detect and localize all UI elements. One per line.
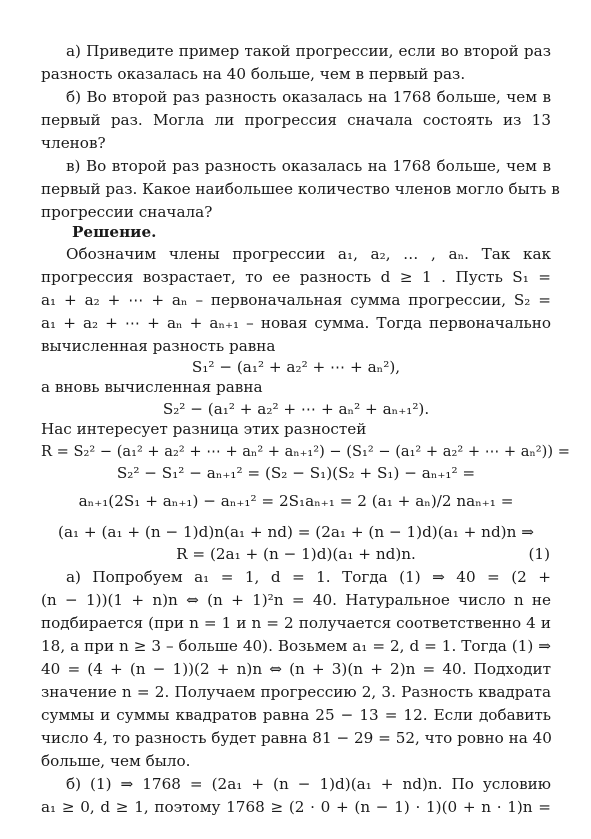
text-line: a₁ + a₂ + ⋯ + aₙ + aₙ₊₁ – новая сумма. Тогда первоначально (41, 314, 551, 332)
formula-line: R = (2a₁ + (n − 1)d)(a₁ + nd)n. (176, 545, 416, 563)
formula-line: S₂² − (a₁² + a₂² + ⋯ + aₙ² + aₙ₊₁²). (162, 400, 430, 418)
text-line: разность оказалась на 40 больше, чем в первый раз. (41, 65, 466, 83)
text-line: суммы и суммы квадратов равна 25 − 13 = 12. Если добавить (41, 706, 551, 724)
text-line: подбирается (при n = 1 и n = 2 получается соответственно 4 и (41, 614, 551, 632)
section-heading: Решение. (72, 223, 157, 241)
text-line: первый раз. Какое наибольшее количество членов могло быть в (41, 180, 560, 198)
equation-number: (1) (528, 545, 550, 563)
formula-line: S₁² − (a₁² + a₂² + ⋯ + aₙ²), (191, 358, 401, 376)
text-line: 18, а при n ≥ 3 – больше 40). Возьмем a₁ = 2, d = 1. Тогда (1) ⇒ (41, 637, 551, 655)
text-line: вычисленная разность равна (41, 337, 276, 355)
text-line: значение n = 2. Получаем прогрессию 2, 3. Разность квадрата (41, 683, 551, 701)
formula-line: aₙ₊₁(2S₁ + aₙ₊₁) − aₙ₊₁² = 2S₁aₙ₊₁ = 2 (a₁ + aₙ)/2 naₙ₊₁ = (78, 492, 514, 510)
text-line: a₁ ≥ 0, d ≥ 1, поэтому 1768 ≥ (2 · 0 + (n − 1) · 1)(0 + n · 1)n = (41, 798, 551, 816)
text-line: 40 = (4 + (n − 1))(2 + n)n ⇔ (n + 3)(n + 2)n = 40. Подходит (41, 660, 551, 678)
text-line: a₁ + a₂ + ⋯ + aₙ – первоначальная сумма прогрессии, S₂ = (41, 291, 551, 309)
text-line: прогрессия возрастает, то ее разность d ≥ 1 . Пусть S₁ = (41, 268, 551, 286)
text-line: а вновь вычисленная равна (41, 378, 263, 396)
text-line: а) Приведите пример такой прогрессии, если во второй раз (66, 42, 551, 60)
text-line: б) Во второй раз разность оказалась на 1768 больше, чем в (66, 88, 551, 106)
text-line: больше, чем было. (41, 752, 191, 770)
text-line: первый раз. Могла ли прогрессия сначала состоять из 13 (41, 111, 551, 129)
formula-line: R = S₂² − (a₁² + a₂² + ⋯ + aₙ² + aₙ₊₁²) − (S₁² − (a₁² + a₂² + ⋯ + aₙ²)) = (41, 443, 570, 460)
text-line: а) Попробуем a₁ = 1, d = 1. Тогда (1) ⇒ 40 = (2 + (66, 568, 551, 586)
text-line: б) (1) ⇒ 1768 = (2a₁ + (n − 1)d)(a₁ + nd)n. По условию (66, 775, 551, 793)
formula-line: S₂² − S₁² − aₙ₊₁² = (S₂ − S₁)(S₂ + S₁) − aₙ₊₁² = (116, 464, 476, 482)
text-line: членов? (41, 134, 106, 152)
formula-line: (a₁ + (a₁ + (n − 1)d)n(a₁ + nd) = (2a₁ + (n − 1)d)(a₁ + nd)n ⇒ (58, 523, 534, 541)
text-line: число 4, то разность будет равна 81 − 29 = 52, что ровно на 40 (41, 729, 552, 747)
text-line: Нас интересует разница этих разностей (41, 420, 367, 438)
text-line: в) Во второй раз разность оказалась на 1768 больше, чем в (66, 157, 551, 175)
text-line: (n − 1))(1 + n)n ⇔ (n + 1)²n = 40. Натуральное число n не (41, 591, 551, 609)
text-line: Обозначим члены прогрессии a₁, a₂, … , aₙ. Так как (66, 245, 551, 263)
text-line: прогрессии сначала? (41, 203, 213, 221)
